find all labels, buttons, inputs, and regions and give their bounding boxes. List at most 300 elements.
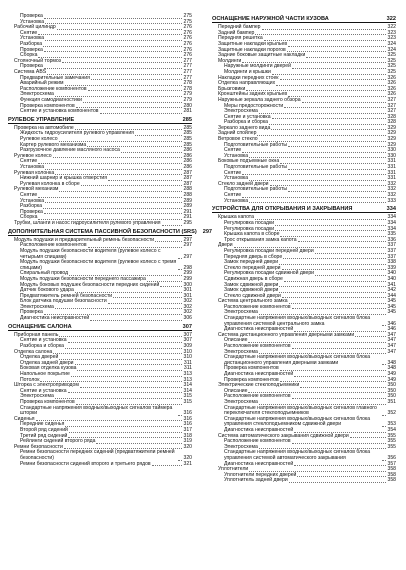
leader-dots bbox=[292, 398, 386, 399]
toc-entry-title: Ремни безопасности передних сидений (предватяжители ремней безопасности) bbox=[20, 449, 175, 461]
toc-entry-title: Электросхема bbox=[224, 108, 258, 115]
toc-page-number: 285 bbox=[183, 141, 192, 148]
toc-entry-title: Картер рулевого механизма bbox=[20, 141, 87, 148]
toc-entry-title: Задние боковые защитные накладки bbox=[218, 52, 306, 59]
leader-dots bbox=[152, 465, 182, 466]
toc-page-number: 354 bbox=[387, 426, 396, 433]
toc-page-number: 310 bbox=[183, 348, 192, 355]
leader-dots bbox=[270, 185, 386, 186]
toc-page-number: 276 bbox=[183, 52, 192, 59]
toc-page-number: 287 bbox=[183, 169, 192, 176]
toc-entry-title: Жидкость гидроусилителя рулевого управления bbox=[20, 130, 134, 137]
leader-dots bbox=[355, 336, 386, 337]
toc-entry-title: Стандартные напряжения входных/выходных сигналов таймера шторки bbox=[20, 404, 173, 417]
toc-page-number: 345 bbox=[387, 303, 396, 310]
leader-dots bbox=[162, 225, 183, 226]
toc-left-column bbox=[8, 13, 213, 467]
toc-entry-title: Нижний шарнир и крышка отверстия bbox=[20, 175, 108, 182]
leader-dots bbox=[135, 135, 182, 136]
leader-dots bbox=[382, 415, 386, 416]
leader-dots bbox=[91, 79, 182, 80]
toc-entry-title: Брызговики bbox=[218, 85, 246, 92]
toc-entry-title: Электросхема bbox=[20, 303, 54, 310]
toc-page-number: 339 bbox=[387, 264, 396, 271]
toc-page-number: 316 bbox=[183, 421, 192, 428]
toc-page-number: 335 bbox=[387, 231, 396, 238]
leader-dots bbox=[53, 157, 182, 158]
leader-dots bbox=[81, 185, 182, 186]
toc-page-number: 276 bbox=[183, 40, 192, 47]
toc-page-number: 297 bbox=[183, 236, 192, 243]
toc-entry-title: Проверка компонентов bbox=[224, 365, 279, 372]
leader-dots bbox=[44, 213, 182, 214]
toc-page-number: 275 bbox=[183, 18, 192, 25]
leader-dots bbox=[350, 437, 386, 438]
toc-page-number: 314 bbox=[183, 382, 192, 389]
toc-page-number: 309 bbox=[183, 343, 192, 350]
toc-page-number: 344 bbox=[387, 292, 396, 299]
leader-dots bbox=[297, 476, 386, 477]
leader-dots bbox=[59, 359, 182, 360]
toc-entry-title: Проверка компонентов bbox=[20, 102, 75, 109]
toc-entry-title: Замок сдвижной двери bbox=[224, 287, 279, 294]
leader-dots bbox=[269, 124, 386, 125]
toc-page-number: 337 bbox=[387, 242, 396, 249]
toc-page-number: 324 bbox=[387, 46, 396, 53]
toc-entry-title: Предватяжитель ремней безопасности bbox=[20, 292, 113, 299]
toc-entry bbox=[8, 450, 192, 461]
toc-entry-title: Наружные молдинги дверей bbox=[224, 63, 291, 70]
toc-entry-title: Рабочий цилиндр bbox=[14, 24, 56, 31]
toc-entry-title: Расположение компонентов bbox=[20, 85, 87, 92]
toc-page-number: 325 bbox=[387, 52, 396, 59]
toc-page-number: 328 bbox=[387, 113, 396, 120]
toc-page-number: 326 bbox=[387, 74, 396, 81]
toc-page-number: 325 bbox=[387, 68, 396, 75]
toc-page-number: 348 bbox=[387, 359, 396, 366]
toc-page-number: 347 bbox=[387, 348, 396, 355]
leader-dots bbox=[279, 264, 386, 265]
leader-dots bbox=[75, 364, 182, 365]
toc-page-number: 286 bbox=[183, 158, 192, 165]
toc-entry-title: Наружные зеркала заднего обзора bbox=[218, 96, 301, 103]
toc-page-number: 276 bbox=[183, 35, 192, 42]
toc-entry-title: Проверка bbox=[20, 46, 43, 53]
leader-dots bbox=[255, 219, 386, 220]
toc-entry-title: Диагностика неисправностей bbox=[20, 315, 90, 322]
toc-page-number: 291 bbox=[183, 214, 192, 221]
toc-entry-title: Система автоматического закрывания сдвижной двери bbox=[218, 432, 349, 439]
leader-dots bbox=[292, 348, 386, 349]
toc-page-number: 286 bbox=[183, 152, 192, 159]
toc-entry-title: Отделка направляющих bbox=[218, 80, 276, 87]
toc-entry-title: Стекло передней двери bbox=[224, 264, 281, 271]
leader-dots bbox=[68, 342, 182, 343]
leader-dots bbox=[65, 348, 182, 349]
toc-entry-title: Разборка и сборка bbox=[224, 119, 269, 126]
leader-dots bbox=[279, 292, 386, 293]
toc-entry-title: Снятие и установка bbox=[20, 387, 67, 394]
toc-entry bbox=[8, 316, 192, 322]
toc-page-number: 330 bbox=[387, 147, 396, 154]
toc-page-number: 333 bbox=[387, 197, 396, 204]
toc-entry-title: Подготовительные работы bbox=[224, 141, 288, 148]
toc-entry-title: Стандартные напряжения входных/выходных сигналов главного переключателя стеклоподъемников bbox=[224, 404, 377, 417]
toc-page-number: 276 bbox=[183, 46, 192, 53]
toc-entry-title: Регулировка посадки передней двери bbox=[224, 247, 314, 254]
toc-entry-title: Модуль подушки безопасности водителя (рулевое колесо с четырьмя спицами) bbox=[20, 247, 161, 260]
leader-dots bbox=[288, 96, 386, 97]
toc-entry-title: Ветровое стекло bbox=[218, 136, 258, 143]
toc-entry-title: Стандартные напряжения входных/выходных сигналов блока управления системой автоматического закрывания bbox=[224, 449, 371, 461]
toc-entry-title: Задний спойлер bbox=[218, 130, 257, 137]
toc-entry-title: Рулевой механизм bbox=[14, 186, 59, 193]
toc-entry-title: Зеркало заднего вида bbox=[218, 124, 271, 131]
toc-entry-title: Проверка bbox=[20, 13, 43, 19]
toc-page-number: 357 bbox=[387, 460, 396, 467]
toc-entry-title: Подготовительные работы bbox=[224, 164, 288, 171]
toc-page-number: 328 bbox=[387, 119, 396, 126]
toc-page-number: 337 bbox=[387, 253, 396, 260]
leader-dots bbox=[284, 281, 386, 282]
toc-entry-title: Кронштейны задних крыльев bbox=[218, 91, 288, 98]
leader-dots bbox=[288, 169, 386, 170]
toc-entry-title: Аварийный режим bbox=[20, 80, 64, 87]
toc-entry-title: Снятие bbox=[224, 147, 242, 154]
toc-entry-title: Накладки передних стоек bbox=[218, 74, 279, 81]
toc-page-number: 327 bbox=[387, 102, 396, 109]
toc-page-number: 301 bbox=[183, 292, 192, 299]
toc-page-number: 278 bbox=[183, 80, 192, 87]
toc-page-number: 288 bbox=[183, 186, 192, 193]
toc-entry-title: Установка bbox=[224, 152, 249, 159]
toc-entry-title: Разборка и сборка bbox=[20, 343, 65, 350]
leader-dots bbox=[100, 113, 182, 114]
toc-page-number: 331 bbox=[387, 158, 396, 165]
toc-entry-title: Сборка bbox=[20, 52, 38, 59]
toc-page-number: 341 bbox=[387, 281, 396, 288]
toc-page-number: 279 bbox=[183, 91, 192, 98]
toc-page-number: 297 bbox=[202, 228, 213, 235]
leader-dots bbox=[282, 297, 386, 298]
toc-entry-title: Потолок bbox=[20, 376, 40, 383]
toc-section-heading bbox=[8, 117, 192, 124]
toc-page-number: 316 bbox=[183, 415, 192, 422]
toc-page-number: 325 bbox=[387, 57, 396, 64]
leader-dots bbox=[275, 230, 386, 231]
toc-entry-title: Расположение компонентов bbox=[224, 393, 291, 400]
toc-entry-title: ОСНАЩЕНИЕ НАРУЖНОЙ ЧАСТИ КУЗОВА bbox=[212, 15, 329, 22]
toc-section-heading bbox=[8, 324, 192, 331]
toc-entry-title: Стандартные напряжения входных/выходных сигналов блока управления системой центрального замка bbox=[224, 315, 371, 327]
toc-page-number: 320 bbox=[183, 443, 192, 450]
toc-entry-title: Молдинги bbox=[218, 57, 242, 64]
toc-entry-title: Диагностика неисправностей bbox=[224, 371, 294, 377]
leader-dots bbox=[280, 370, 386, 371]
toc-entry-title: Снятие bbox=[20, 29, 38, 36]
toc-entry-title: Рулевая колонка bbox=[14, 169, 55, 176]
toc-entry-title: Двери bbox=[218, 242, 233, 249]
toc-page-number: 302 bbox=[183, 303, 192, 310]
toc-page-number: 300 bbox=[183, 281, 192, 288]
toc-page-number: 331 bbox=[387, 164, 396, 171]
toc-page-number: 350 bbox=[387, 382, 396, 389]
leader-dots bbox=[178, 460, 182, 461]
toc-page-number: 286 bbox=[183, 164, 192, 171]
toc-entry-title: Расположение компонентов bbox=[224, 303, 291, 310]
toc-entry-title: Электросхема bbox=[224, 398, 258, 405]
toc-entry-title: Установка bbox=[20, 164, 45, 171]
leader-dots bbox=[38, 163, 182, 164]
toc-right-column bbox=[212, 14, 396, 484]
toc-entry-title: Диагностика неисправностей bbox=[224, 326, 294, 333]
leader-dots bbox=[249, 180, 386, 181]
toc-page-number: 286 bbox=[183, 147, 192, 154]
toc-entry bbox=[8, 109, 192, 115]
leader-dots bbox=[44, 18, 182, 19]
toc-entry-title: Замок передней двери bbox=[224, 259, 279, 266]
toc-entry-title: Проверка bbox=[20, 309, 43, 316]
toc-entry-title: Датчик бокового удара bbox=[20, 287, 74, 294]
toc-entry-title: ДОПОЛНИТЕЛЬНАЯ СИСТЕМА ПАССИВНОЙ БЕЗОПАСНОСТИ (SRS) bbox=[8, 228, 197, 235]
toc-page-number: 355 bbox=[387, 438, 396, 445]
toc-page-number: 334 bbox=[387, 225, 396, 232]
toc-page-number: 349 bbox=[387, 376, 396, 383]
toc-entry-title: Регулировка посадки bbox=[224, 225, 275, 232]
toc-page-number: 351 bbox=[387, 398, 396, 405]
toc-page-number: 311 bbox=[183, 359, 192, 366]
toc-entry-title: Модуль подушки безопасности переднего пассажира bbox=[20, 275, 146, 282]
toc-entry-title: Рулевое колесо bbox=[14, 152, 52, 159]
leader-dots bbox=[43, 208, 182, 209]
toc-page-number: 340 bbox=[387, 270, 396, 277]
leader-dots bbox=[121, 152, 182, 153]
toc-page-number: 295 bbox=[183, 219, 192, 226]
toc-entry-title: Электрические стеклоподъемники bbox=[218, 382, 300, 389]
leader-dots bbox=[382, 364, 386, 365]
toc-page-number: 353 bbox=[387, 421, 396, 428]
toc-page-number: 277 bbox=[183, 63, 192, 70]
toc-entry-title: Электросхема bbox=[224, 443, 258, 450]
leader-dots bbox=[306, 57, 386, 58]
toc-page-number: 325 bbox=[387, 63, 396, 70]
toc-page-number: 321 bbox=[183, 460, 192, 467]
toc-page-number: 326 bbox=[387, 80, 396, 87]
toc-entry-title: Электросхема bbox=[224, 348, 258, 355]
toc-page-number: 319 bbox=[183, 438, 192, 445]
toc-section-heading bbox=[212, 206, 396, 213]
toc-page-number: 277 bbox=[183, 68, 192, 75]
toc-entry-title: Шторка с электроприводом bbox=[14, 382, 79, 389]
toc-entry-title: Установка bbox=[224, 197, 249, 204]
toc-entry-title: УСТРОЙСТВА ДЛЯ ОТКРЫВАНИЯ И ЗАКРЫВАНИЯ bbox=[212, 206, 353, 213]
leader-dots bbox=[289, 303, 386, 304]
toc-entry-title: Стояночный тормоз bbox=[14, 57, 62, 64]
toc-page-number: 322 bbox=[387, 24, 396, 31]
toc-entry-title: Расположение компонентов bbox=[224, 343, 291, 350]
leader-dots bbox=[272, 74, 386, 75]
leader-dots bbox=[155, 241, 182, 242]
leader-dots bbox=[242, 197, 386, 198]
toc-entry-title: Защитные накладки крыльев bbox=[218, 40, 288, 47]
leader-dots bbox=[242, 152, 386, 153]
leader-dots bbox=[382, 325, 386, 326]
toc-entry-title: Ремни безопасности сидений второго и третьего рядов bbox=[20, 460, 151, 467]
toc-page-number: 358 bbox=[387, 477, 396, 484]
toc-page-number: 327 bbox=[387, 96, 396, 103]
leader-dots bbox=[178, 269, 182, 270]
toc-entry-title: Передний бампер bbox=[218, 24, 261, 31]
toc-entry-title: Крышка капота в сборе bbox=[224, 231, 280, 238]
leader-dots bbox=[71, 376, 182, 377]
toc-page-number: 323 bbox=[387, 35, 396, 42]
leader-dots bbox=[289, 482, 386, 483]
toc-page-number: 285 bbox=[182, 116, 192, 123]
leader-dots bbox=[294, 465, 386, 466]
leader-dots bbox=[38, 197, 182, 198]
toc-page-number: 287 bbox=[183, 175, 192, 182]
toc-entry-title: Модуль подушки и предварительный ремень безопасности bbox=[14, 236, 155, 243]
toc-page-number: 345 bbox=[387, 298, 396, 305]
toc-entry-title: Передняя дверь в сборе bbox=[224, 253, 283, 260]
toc-page-number: 291 bbox=[183, 208, 192, 215]
leader-dots bbox=[288, 191, 386, 192]
toc-section-heading bbox=[212, 16, 396, 23]
toc-page-number: 347 bbox=[387, 343, 396, 350]
toc-entry-title: Снятие и установка компонентов bbox=[20, 108, 99, 115]
toc-entry-title: Регулировка посадки сдвижной двери bbox=[224, 270, 315, 277]
toc-page-number: 329 bbox=[387, 124, 396, 131]
toc-entry-title: Рейлинги сидений второго ряда bbox=[20, 438, 96, 445]
toc-page-number: 313 bbox=[183, 376, 192, 383]
leader-dots bbox=[45, 23, 182, 24]
toc-page-number: 299 bbox=[183, 270, 192, 277]
toc-entry-title: Боковые подъемные окна bbox=[218, 158, 280, 165]
leader-dots bbox=[249, 202, 386, 203]
toc-entry-title: Отделка задней двери bbox=[20, 359, 74, 366]
toc-entry bbox=[8, 462, 192, 468]
toc-entry-title: Разборка bbox=[20, 203, 43, 210]
leader-dots bbox=[315, 275, 386, 276]
toc-page-number: 289 bbox=[183, 197, 192, 204]
leader-dots bbox=[284, 107, 386, 108]
toc-entry-title: Система ABS bbox=[14, 68, 47, 75]
leader-dots bbox=[108, 303, 182, 304]
toc-entry-title: Проверка компонентов bbox=[224, 376, 279, 383]
toc-entry bbox=[212, 478, 396, 484]
leader-dots bbox=[44, 51, 182, 52]
toc-entry-title: Уплотнители bbox=[218, 466, 249, 473]
toc-entry-title: Снятие bbox=[20, 158, 38, 165]
leader-dots bbox=[108, 180, 182, 181]
toc-page-number: 275 bbox=[183, 13, 192, 19]
leader-dots bbox=[88, 90, 182, 91]
toc-page-number: 332 bbox=[387, 192, 396, 198]
leader-dots bbox=[275, 225, 386, 226]
toc-page-number: 302 bbox=[183, 309, 192, 316]
toc-page-number: 352 bbox=[387, 410, 396, 417]
toc-page-number: 276 bbox=[183, 24, 192, 31]
leader-dots bbox=[294, 376, 386, 377]
toc-entry-title: Регулировка посадки bbox=[224, 219, 275, 226]
toc-page-number: 298 bbox=[183, 264, 192, 271]
leader-dots bbox=[292, 308, 386, 309]
toc-page-number: 327 bbox=[387, 108, 396, 115]
leader-dots bbox=[242, 174, 386, 175]
toc-page-number: 332 bbox=[387, 186, 396, 193]
toc-page-number: 276 bbox=[183, 29, 192, 36]
leader-dots bbox=[44, 68, 182, 69]
leader-dots bbox=[178, 258, 182, 259]
toc-page-number: 320 bbox=[183, 454, 192, 461]
toc-entry-title: Установка bbox=[20, 18, 45, 25]
toc-page-number: 347 bbox=[387, 331, 396, 338]
toc-page-number: 281 bbox=[183, 108, 192, 115]
leader-dots bbox=[288, 146, 386, 147]
toc-entry-title: Предварительные замечания bbox=[20, 74, 90, 81]
toc-entry-title: Диагностика неисправностей bbox=[224, 426, 294, 433]
toc-entry-title: Второй ряд сидений bbox=[20, 426, 68, 433]
toc-page-number: 332 bbox=[387, 180, 396, 187]
toc-entry-title: Задний бампер bbox=[218, 29, 255, 36]
toc-page-number: 329 bbox=[387, 130, 396, 137]
leader-dots bbox=[288, 46, 386, 47]
toc-page-number: 297 bbox=[183, 242, 192, 249]
leader-dots bbox=[279, 286, 386, 287]
toc-entry-title: Установка bbox=[20, 35, 45, 42]
leader-dots bbox=[80, 387, 182, 388]
toc-entry-title: Диагностика неисправностей bbox=[224, 460, 294, 467]
toc-page-number: 278 bbox=[183, 85, 192, 92]
toc-entry-title: Проверка bbox=[20, 208, 43, 215]
toc-entry-title: Снятие bbox=[20, 192, 38, 198]
toc-entry-title: Снятие и установка bbox=[20, 337, 67, 344]
toc-entry-title: Расположение компонентов bbox=[20, 242, 87, 249]
toc-page-number: 348 bbox=[387, 365, 396, 372]
leader-dots bbox=[45, 169, 182, 170]
toc-section-heading bbox=[8, 228, 213, 236]
leader-dots bbox=[292, 68, 386, 69]
toc-page-number: 329 bbox=[387, 141, 396, 148]
toc-page-number: 350 bbox=[387, 393, 396, 400]
toc-entry-title: Описание bbox=[224, 337, 248, 344]
toc-entry-title: Уплотнитель задней двери bbox=[224, 477, 288, 484]
toc-entry-title: Модуль подушки безопасности водителя (рулевое колесо с тремя спицами) bbox=[20, 259, 177, 271]
toc-page-number: 302 bbox=[183, 298, 192, 305]
toc-page-number: 287 bbox=[183, 180, 192, 187]
leader-dots bbox=[160, 286, 182, 287]
leader-dots bbox=[59, 191, 182, 192]
toc-page-number: 322 bbox=[386, 15, 396, 22]
toc-entry-title: РУЛЕВОЕ УПРАВЛЕНИЕ bbox=[8, 116, 75, 123]
toc-page-number: 331 bbox=[387, 175, 396, 182]
toc-page-number: 306 bbox=[183, 315, 192, 322]
toc-entry-title: Боковая отделка кузова bbox=[20, 365, 77, 372]
toc-entry bbox=[8, 406, 192, 417]
toc-entry-title: Стандартные напряжения входных/выходных сигналов блока управления стеклоподъемником сдвижной двери bbox=[224, 415, 371, 428]
toc-page-number: 345 bbox=[387, 309, 396, 316]
toc-page-number: 301 bbox=[183, 287, 192, 294]
toc-page-number: 307 bbox=[183, 337, 192, 344]
leader-dots bbox=[382, 460, 386, 461]
toc-entry-title: Проверка на автомобиле bbox=[14, 124, 74, 131]
toc-page-number: 311 bbox=[183, 365, 192, 372]
toc-entry-title: Напольное покрытие bbox=[20, 371, 70, 377]
leader-dots bbox=[302, 102, 386, 103]
leader-dots bbox=[272, 118, 386, 119]
toc-entry-title: Замок сдвижной двери bbox=[224, 281, 279, 288]
toc-entry-title: ОСНАЩЕНИЕ САЛОНА bbox=[8, 323, 72, 330]
